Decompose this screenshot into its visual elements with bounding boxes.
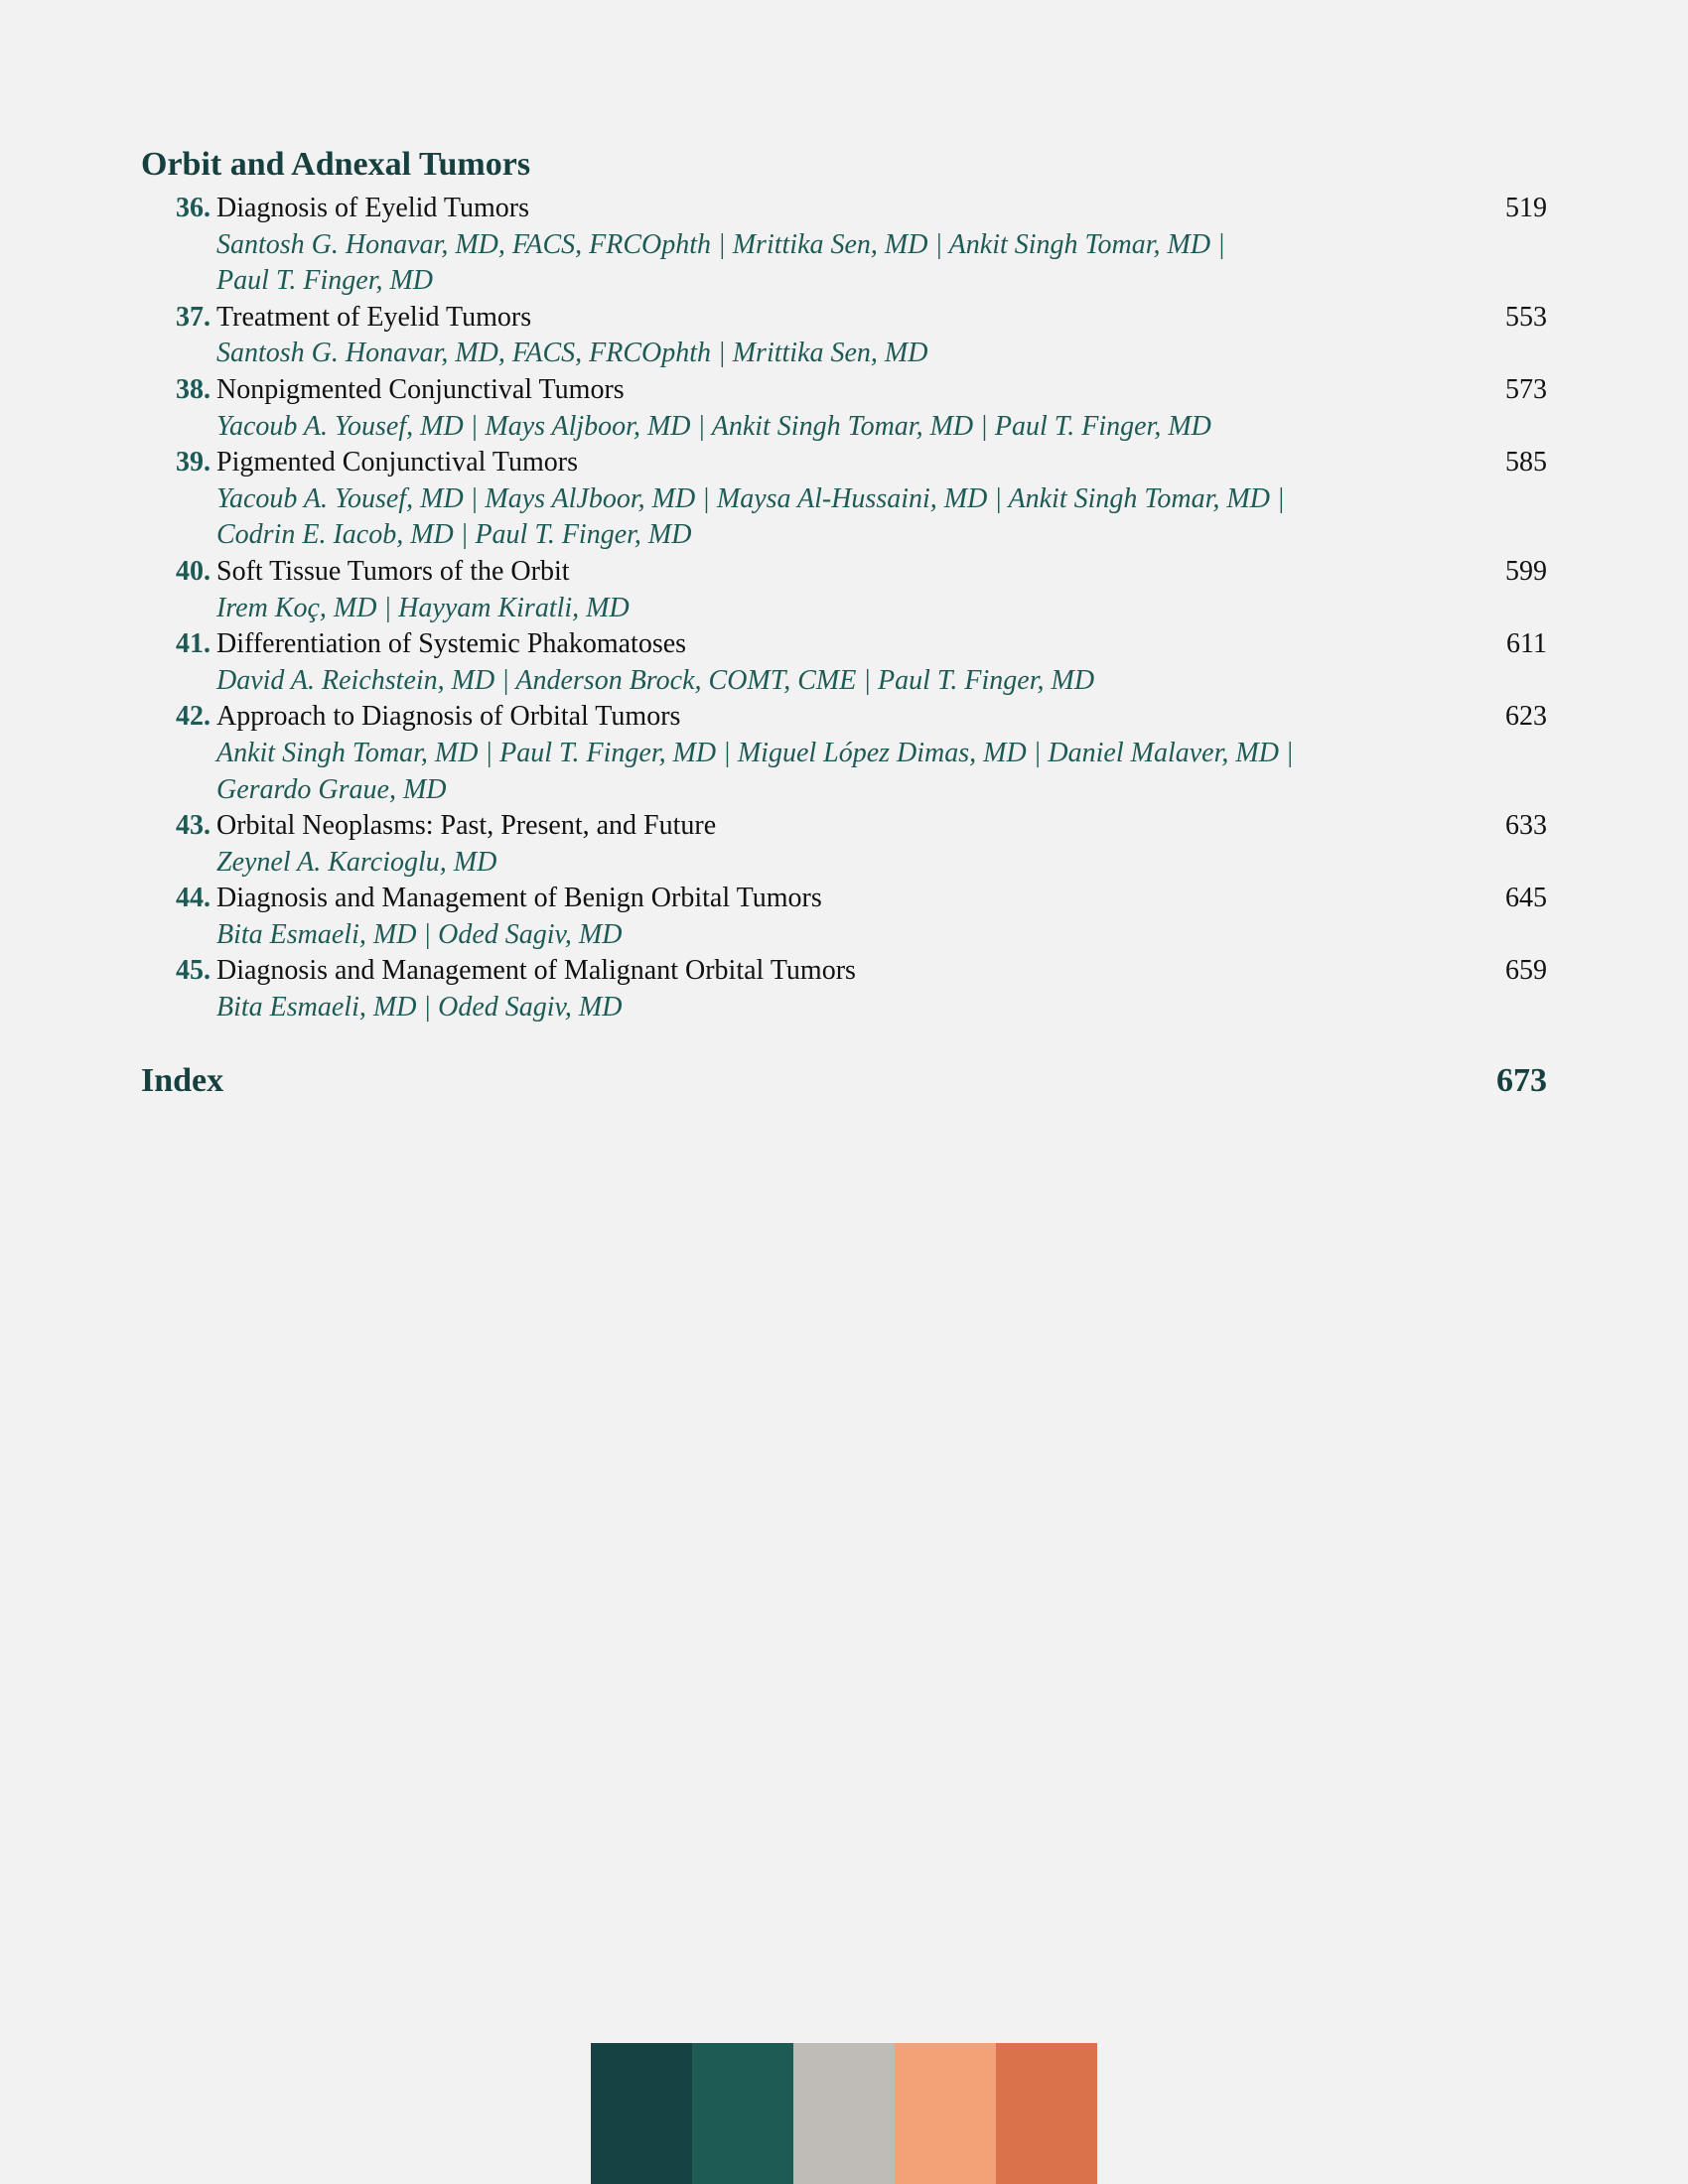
chapter-page-number: 623 [1505,701,1547,733]
chapter-authors: Bita Esmaeli, MD | Oded Sagiv, MD [216,992,623,1024]
chapter-page-number: 659 [1505,955,1547,987]
chapter-number: 41. [176,628,211,660]
chapter-title: Diagnosis and Management of Malignant Orbital Tumors [216,955,856,987]
chapter-number: 45. [176,955,211,987]
chapter-number: 36. [176,193,211,223]
toc-entry[interactable] [141,300,1547,372]
chapter-authors: Codrin E. Iacob, MD | Paul T. Finger, MD [216,519,692,551]
table-of-contents [141,139,1547,1106]
chapter-title: Pigmented Conjunctival Tumors [216,447,579,478]
chapter-authors: Zeynel A. Karcioglu, MD [216,846,497,878]
chapter-title: Nonpigmented Conjunctival Tumors [216,373,625,405]
chapter-authors: Gerardo Graue, MD [216,773,447,805]
toc-entry[interactable] [141,554,1547,626]
chapter-title: Differentiation of Systemic Phakomatoses [216,628,687,660]
chapter-number: 43. [176,810,211,842]
index-label: Index [141,1061,224,1099]
chapter-number: 38. [176,373,211,405]
chapter-number: 37. [176,301,211,333]
chapter-page-number: 519 [1505,193,1547,223]
chapter-page-number: 599 [1505,555,1547,587]
color-swatch [895,2043,996,2184]
chapter-page-number: 633 [1505,810,1547,842]
toc-entry[interactable] [141,699,1547,808]
chapter-title: Diagnosis of Eyelid Tumors [216,193,530,223]
color-swatch [996,2043,1097,2184]
color-swatch-bar [591,2043,1097,2184]
chapter-page-number: 553 [1505,301,1547,333]
toc-entry[interactable] [141,808,1547,881]
chapter-number: 40. [176,555,211,587]
section-title: Orbit and Adnexal Tumors [141,146,531,183]
toc-entry[interactable] [141,445,1547,554]
color-swatch [793,2043,895,2184]
toc-entry[interactable] [141,881,1547,953]
toc-entry[interactable] [141,953,1547,1025]
toc-entries [141,191,1547,1026]
chapter-number: 42. [176,701,211,733]
chapter-page-number: 573 [1505,373,1547,405]
chapter-title: Approach to Diagnosis of Orbital Tumors [216,701,681,733]
chapter-authors: Irem Koç, MD | Hayyam Kiratli, MD [216,592,630,623]
chapter-title: Diagnosis and Management of Benign Orbital Tumors [216,883,822,914]
index-row[interactable] [141,1056,1547,1106]
index-page-number: 673 [1496,1061,1547,1099]
chapter-authors: Santosh G. Honavar, MD, FACS, FRCOphth | Mrittika Sen, MD [216,338,928,369]
chapter-authors: David A. Reichstein, MD | Anderson Brock, COMT, CME | Paul T. Finger, MD [216,664,1095,696]
chapter-page-number: 645 [1505,883,1547,914]
toc-entry[interactable] [141,191,1547,300]
chapter-number: 39. [176,447,211,478]
chapter-authors: Santosh G. Honavar, MD, FACS, FRCOphth | Mrittika Sen, MD | Ankit Singh Tomar, MD | [216,228,1225,260]
color-swatch [591,2043,692,2184]
chapter-authors: Yacoub A. Yousef, MD | Mays AlJboor, MD | Maysa Al-Hussaini, MD | Ankit Singh Tomar, MD | [216,482,1285,514]
chapter-title: Soft Tissue Tumors of the Orbit [216,555,570,587]
chapter-number: 44. [176,883,211,914]
toc-entry[interactable] [141,626,1547,699]
chapter-page-number: 611 [1506,628,1547,660]
chapter-authors: Yacoub A. Yousef, MD | Mays Aljboor, MD | Ankit Singh Tomar, MD | Paul T. Finger, MD [216,410,1211,442]
chapter-title: Orbital Neoplasms: Past, Present, and Future [216,810,717,842]
chapter-authors: Ankit Singh Tomar, MD | Paul T. Finger, MD | Miguel López Dimas, MD | Daniel Malaver, MD | [216,737,1294,768]
chapter-page-number: 585 [1505,447,1547,478]
chapter-authors: Bita Esmaeli, MD | Oded Sagiv, MD [216,918,623,950]
chapter-title: Treatment of Eyelid Tumors [216,301,532,333]
color-swatch [692,2043,793,2184]
chapter-authors: Paul T. Finger, MD [216,265,434,297]
toc-entry[interactable] [141,372,1547,445]
